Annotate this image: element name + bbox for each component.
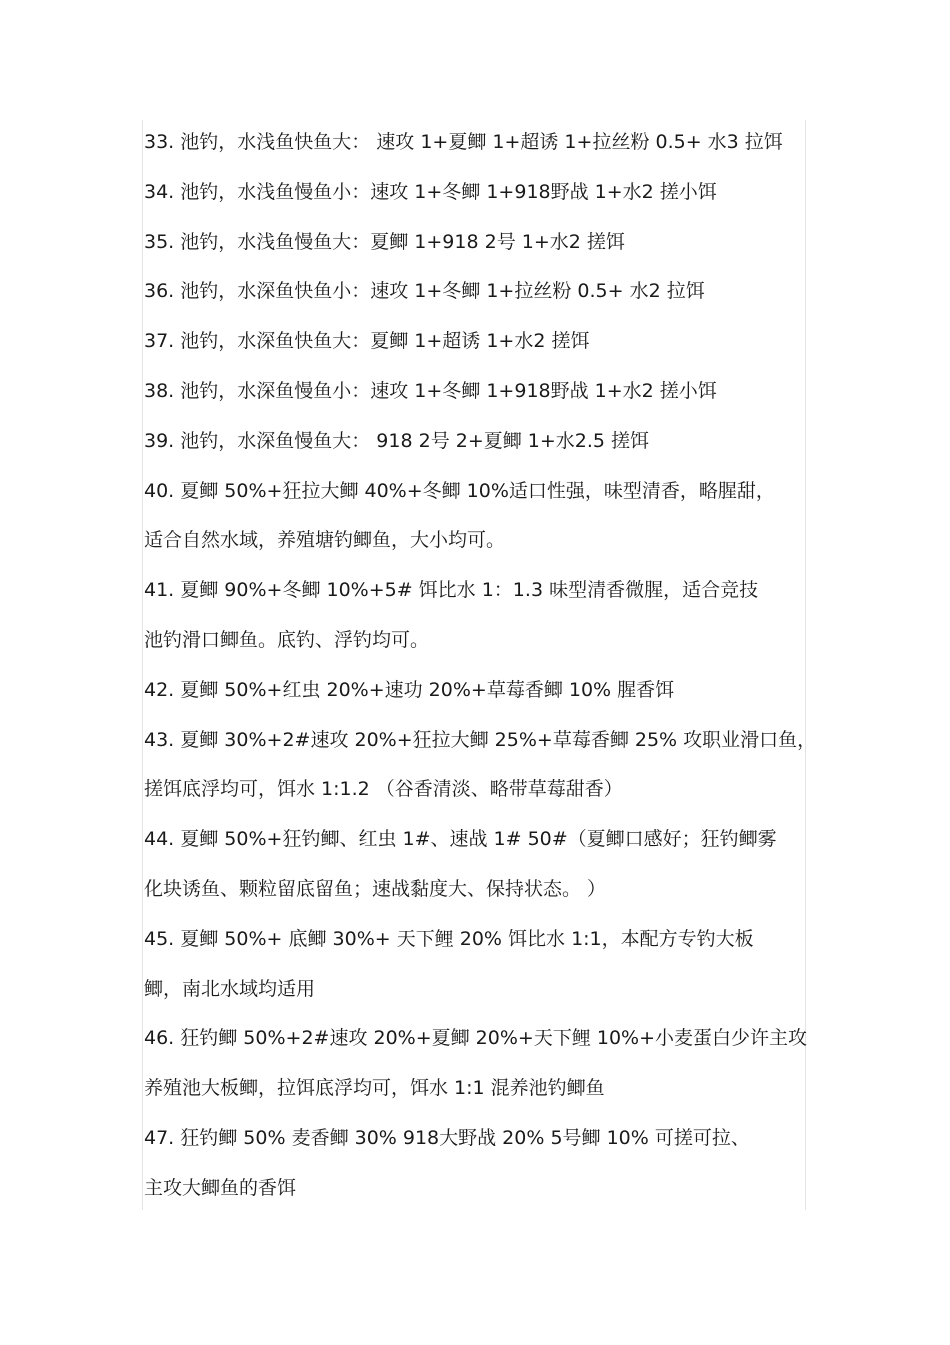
text-line: 46. 狂钓鲫 50%+2#速攻 20%+夏鲫 20%+天下鲤 10%+小麦蛋白少许主攻 [144,1027,808,1050]
text-line: 41. 夏鲫 90%+冬鲫 10%+5# 饵比水 1：1.3 味型清香微腥，适合竞技 [144,579,759,602]
text-line: 化块诱鱼、颗粒留底留鱼；速战黏度大、保持状态。 ） [144,877,607,900]
text-line: 39. 池钓，水深鱼慢鱼大： 918 2号 2+夏鲫 1+水2.5 搓饵 [144,429,650,452]
text-line: 33. 池钓，水浅鱼快鱼大： 速攻 1+夏鲫 1+超诱 1+拉丝粉 0.5+ 水3 拉饵 [144,131,783,153]
text-line: 35. 池钓，水浅鱼慢鱼大：夏鲫 1+918 2号 1+水2 搓饵 [144,230,625,253]
text-line: 主攻大鲫鱼的香饵 [144,1176,297,1199]
text-line: 鲫，南北水域均适用 [144,977,316,1000]
text-line: 43. 夏鲫 30%+2#速攻 20%+狂拉大鲫 25%+草莓香鲫 25% 攻职业滑口鱼， [144,728,817,751]
text-line: 搓饵底浮均可，饵水 1:1.2 （谷香清淡、略带草莓甜香） [144,778,623,801]
text-line: 养殖池大板鲫，拉饵底浮均可，饵水 1:1 混养池钓鲫鱼 [144,1077,605,1100]
text-line: 42. 夏鲫 50%+红虫 20%+速功 20%+草莓香鲫 10% 腥香饵 [144,678,675,701]
recipe-list [144,122,817,1218]
text-line: 36. 池钓，水深鱼快鱼小：速攻 1+冬鲫 1+拉丝粉 0.5+ 水2 拉饵 [144,280,705,303]
text-line: 44. 夏鲫 50%+狂钓鲫、红虫 1#、速战 1# 50#（夏鲫口感好；狂钓鲫雾 [144,828,777,851]
text-line: 38. 池钓，水深鱼慢鱼小：速攻 1+冬鲫 1+918野战 1+水2 搓小饵 [144,379,717,402]
text-line: 47. 狂钓鲫 50% 麦香鲫 30% 918大野战 20% 5号鲫 10% 可搓可拉、 [144,1126,750,1149]
text-line: 37. 池钓，水深鱼快鱼大：夏鲫 1+超诱 1+水2 搓饵 [144,330,590,353]
text-line: 34. 池钓，水浅鱼慢鱼小：速攻 1+冬鲫 1+918野战 1+水2 搓小饵 [144,180,717,203]
text-line: 适合自然水域，养殖塘钓鲫鱼，大小均可。 [144,529,506,552]
text-line: 45. 夏鲫 50%+ 底鲫 30%+ 天下鲤 20% 饵比水 1:1，本配方专钓大板 [144,927,754,950]
text-line: 40. 夏鲫 50%+狂拉大鲫 40%+冬鲫 10%适口性强，味型清香，略腥甜， [144,479,775,502]
text-line: 池钓滑口鲫鱼。底钓、浮钓均可。 [144,628,430,651]
